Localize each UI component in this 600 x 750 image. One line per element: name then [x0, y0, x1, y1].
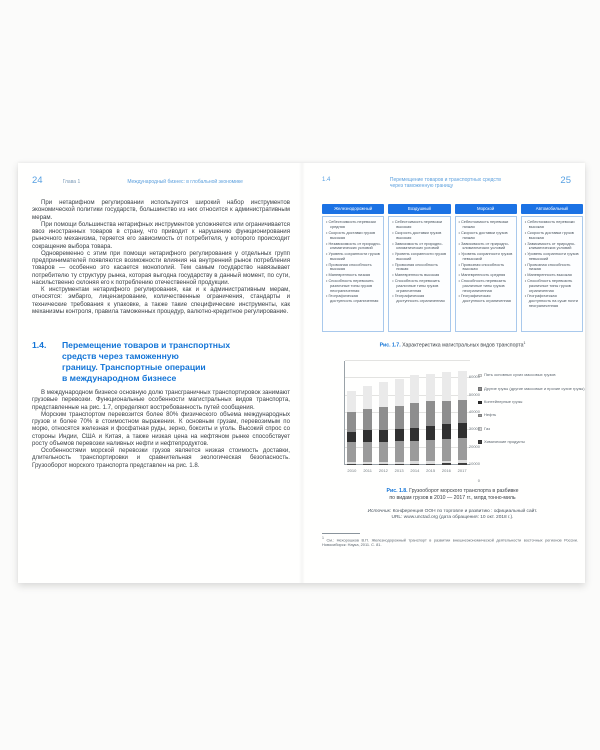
transport-table-item: • Географическая доступность на суше почти неограниченная: [525, 294, 580, 308]
chart-bar-slot: [407, 375, 423, 465]
legend-item: [478, 373, 585, 378]
bar-segment-пять: [379, 382, 388, 407]
chart-bar-slot: [454, 371, 470, 465]
source-note: Источник: Конференция ООН по торговле и развитию : официальный сайт. URL: www.unctad.org (дата обращения: 10 окт. 2018 г.).: [367, 509, 538, 521]
bar-segment-нефть: [379, 442, 388, 462]
chart-y-tick-label: 60000: [468, 374, 480, 380]
left-body-text: [32, 199, 290, 469]
legend-label: Контейнерные грузы: [484, 399, 523, 405]
transport-table-column: [388, 204, 450, 333]
book-spread: [18, 163, 585, 583]
chart-x-tick-label: 2016: [441, 468, 451, 474]
bar-segment-химические: [426, 464, 435, 466]
page-number-left: 24: [32, 175, 43, 186]
chart-legend: [478, 373, 585, 453]
transport-table-item: • Скорость доставки грузов низкая: [459, 231, 514, 240]
paragraph: При нетарифном регулировании используется широкий набор инструментов экономической политики государств, большинство из них относится к административным мерам.: [32, 199, 290, 221]
transport-table-item: • Географическая доступность ограниченная: [459, 294, 514, 303]
legend-swatch: [478, 387, 482, 391]
stacked-bar: [363, 386, 372, 466]
section-heading-1-4: [32, 340, 290, 384]
legend-item: [478, 440, 585, 445]
section-title-line: Перемещение товаров и транспортных: [62, 340, 231, 350]
bar-segment-контейнерные: [410, 428, 419, 441]
paragraph: При помощи большинства нетарифных инструментов усложняется или ограничивается ввоз иностранных товаров в страну, что приводит к нарушению функционирования рыночного механизма, теряется его зависимость от потребителя, у которого происходит сокращение выбора товара.: [32, 220, 290, 250]
chart-y-tick-label: 40000: [468, 409, 480, 415]
transport-table-item: • Скорость доставки грузов высокая: [525, 231, 580, 240]
transport-table-item: • Провозная способность высокая: [326, 263, 381, 272]
bar-segment-контейнерные: [442, 424, 451, 439]
stacked-bar: [395, 379, 404, 466]
section-number: 1.4.: [32, 340, 47, 350]
section-title: [62, 340, 230, 384]
legend-item: [478, 427, 585, 432]
fig-1-7-caption: Рис. 1.7. Характеристика магистральных видов транспорта$^1$: [379, 341, 526, 350]
chart-bar-slot: [423, 374, 439, 466]
chart-y-tick-label: 50000: [468, 391, 480, 397]
page-left: [18, 163, 300, 583]
stacked-bar: [442, 372, 451, 466]
transport-table-item: • Зависимость от природно-климатических условий: [392, 242, 447, 251]
legend-item: [478, 400, 585, 405]
bar-segment-нефть: [395, 441, 404, 461]
legend-label: Химические продукты: [484, 438, 525, 444]
chart-y-tick-label: 10000: [468, 461, 480, 467]
legend-label: Пять основных сухих массовых грузов: [484, 372, 556, 378]
bar-segment-пять: [363, 386, 372, 409]
transport-table-item: • Себестоимость перевозки высокая: [525, 220, 580, 229]
footnote: 1 См.: Нехорошков В.П. Железнодорожный транспорт в развитии внешнеэкономической деятельности восточных регионов России. Новосибирск: Наука, 2011. С. 81.: [322, 533, 578, 549]
bar-segment-контейнерные: [379, 430, 388, 442]
stacked-bar: [426, 374, 435, 466]
bar-segment-другие: [347, 412, 356, 432]
chart-y-tick-label: 20000: [468, 443, 480, 449]
chart-gridline: [345, 360, 470, 361]
transport-table-body: [521, 216, 583, 332]
page-right: [300, 163, 585, 583]
bar-segment-нефть: [410, 441, 419, 462]
fig-1-8-chart: [322, 361, 585, 484]
transport-table-item: • Маневренность высокая: [392, 273, 447, 278]
transport-table-header: Автомобильный: [521, 204, 583, 215]
bar-segment-пять: [410, 375, 419, 403]
running-head-text-left: Международный бизнес: в глобальной экономике: [127, 179, 243, 185]
paragraph: Одновременно с этим при помощи нетарифного регулирования у отдельных групп предпринимателей появляются возможности влияния на внутренний рынок потребления товаров — особенно это касается монополий. Тем самым государство навязывает потребителю ту структуру рынка, которая выгодна государству в данный момент, по сути, насильственно склоняя его к потреблению отечественной продукции.: [32, 249, 290, 286]
bar-segment-химические: [395, 464, 404, 466]
legend-swatch: [478, 414, 482, 418]
chart-x-axis-labels: [344, 468, 470, 473]
bar-segment-контейнерные: [363, 430, 372, 441]
bar-segment-нефть: [426, 440, 435, 461]
transport-table-item: • Уровень сохранности грузов невысокий: [525, 252, 580, 261]
bar-segment-химические: [442, 463, 451, 465]
paragraph: В международном бизнесе основную долю трансграничных транспортировок занимают грузовые перевозки. Функциональные особенности магистральных видов транспорта, представленные на рис. 1.7, определяют востребованность путей сообщения.: [32, 389, 290, 411]
transport-table-item: • Скорость доставки грузов высокая: [326, 231, 381, 240]
transport-table: [322, 204, 583, 333]
legend-label: Другие грузы (другие массовые и прочие сухие грузы): [484, 385, 585, 391]
page-number-right: 25: [560, 175, 571, 186]
transport-table-header: Железнодорожный: [322, 204, 384, 215]
left-running-head: [32, 176, 290, 186]
paragraph: Морским транспортом перевозится более 80% физического объема международных грузов и более 70% в стоимостном выражении. К основным грузам, перевозимым по морю, относятся железная и фосфатная руды, зерно, бокситы и уголь. Высокий спрос со стороны Индии, США и Китая, а также низкая цена на нефтяном рынке способствует росту объемов перевозки наливных нефти и нефтепродуктов.: [32, 410, 290, 447]
stacked-bar: [458, 371, 467, 465]
chart-y-tick-label: 30000: [468, 426, 480, 432]
bar-segment-пять: [442, 372, 451, 401]
stacked-bar: [410, 375, 419, 465]
transport-table-item: • Географическая доступность ограниченная: [326, 294, 381, 303]
chart-x-tick-label: 2013: [394, 468, 404, 474]
transport-table-item: • Себестоимость перевозки высокая: [392, 220, 447, 229]
transport-table-item: • Маневренность средняя: [459, 273, 514, 278]
legend-label: Нефть: [484, 412, 497, 418]
transport-table-item: • Себестоимость перевозки низкая: [459, 220, 514, 229]
footnote-rule: [322, 533, 360, 534]
bar-segment-контейнерные: [395, 429, 404, 441]
paragraph: Особенностями морской перевозки грузов является низкая стоимость доставки, длительность транспортировки и сравнительная экологическая безопасность. Грузооборот морского транспорта представлен на рис. 1.8.: [32, 447, 290, 469]
legend-label: Газ: [484, 425, 490, 431]
bar-segment-пять: [347, 391, 356, 412]
stacked-bar: [347, 391, 356, 465]
bar-segment-другие: [395, 406, 404, 429]
chart-bars: [344, 361, 470, 465]
transport-table-item: • Уровень сохранности грузов высокий: [326, 252, 381, 261]
bar-segment-другие: [363, 409, 372, 430]
transport-table-body: [322, 216, 384, 332]
section-title-line: средств через таможенную: [62, 351, 179, 361]
transport-table-item: • Себестоимость перевозки средняя: [326, 220, 381, 229]
bar-segment-нефть: [442, 439, 451, 461]
chart-bar-slot: [439, 372, 455, 466]
transport-table-header: Морской: [455, 204, 517, 215]
chart-y-tick-label: 0: [477, 478, 480, 484]
transport-table-column: [521, 204, 583, 333]
bar-segment-химические: [410, 464, 419, 466]
paragraph: К инструментам нетарифного регулирования, как и к административным мерам, относятся: эмбарго, лицензирование, количественные ограничения, стандарты и технические требования к упаковке, а также такие специфические инструменты, как механизмы контроля, правила таможенных процедур, валютно-кредитное регулирование.: [32, 286, 290, 315]
chart-bar-slot: [360, 386, 376, 466]
transport-table-item: • Независимость от природно-климатических условий: [326, 242, 381, 251]
transport-table-item: • Способность перевозить различные типы грузов неограниченная: [326, 279, 381, 293]
transport-table-header: Воздушный: [388, 204, 450, 215]
chart-x-tick-label: 2011: [363, 468, 372, 474]
bar-segment-химические: [363, 464, 372, 466]
bar-segment-другие: [442, 401, 451, 425]
chart-x-tick-label: 2014: [410, 468, 420, 474]
section-title-line: границу. Транспортные операции: [62, 362, 206, 372]
transport-table-item: • Маневренность низкая: [326, 273, 381, 278]
bar-segment-нефть: [363, 442, 372, 462]
transport-table-item: • Способность перевозить различные типы грузов неограниченная: [459, 279, 514, 293]
bar-segment-контейнерные: [347, 432, 356, 443]
legend-item: [478, 413, 585, 418]
bar-segment-контейнерные: [426, 426, 435, 440]
bar-segment-пять: [426, 374, 435, 402]
chart-bar-slot: [376, 382, 392, 465]
transport-table-item: • Способность перевозить различные типы грузов ограниченная: [392, 279, 447, 293]
transport-table-item: • Провозная способность высокая: [459, 263, 514, 272]
transport-table-item: • Географическая доступность ограниченная: [392, 294, 447, 303]
transport-table-column: [322, 204, 384, 333]
running-head-section-number: 1.4: [322, 177, 331, 183]
bar-segment-другие: [426, 401, 435, 426]
chart-x-tick-label: 2012: [378, 468, 388, 474]
running-head-text-right: Перемещение товаров и транспортных средств через таможенную границу: [389, 177, 501, 190]
transport-table-item: • Зависимость от природно-климатических условий: [525, 242, 580, 251]
transport-table-body: [455, 216, 517, 332]
chart-x-tick-label: 2015: [426, 468, 436, 474]
transport-table-item: • Способность перевозить различные типы грузов ограниченная: [525, 279, 580, 293]
transport-table-column: [455, 204, 517, 333]
section-title-line: в международном бизнесе: [62, 373, 177, 383]
bar-segment-нефть: [347, 442, 356, 462]
transport-table-item: • Уровень сохранности грузов высокий: [392, 252, 447, 261]
stacked-bar: [379, 382, 388, 465]
legend-swatch: [478, 401, 482, 405]
transport-table-body: [388, 216, 450, 332]
transport-table-item: • Зависимость от природно-климатических условий: [459, 242, 514, 251]
bar-segment-химические: [379, 464, 388, 466]
chart-bar-slot: [391, 379, 407, 466]
chart-x-tick-label: 2010: [347, 468, 357, 474]
chapter-label: Глава 1: [62, 179, 81, 185]
bar-segment-нефть: [458, 438, 467, 460]
bar-segment-химические: [347, 464, 356, 466]
fig-1-8-caption: Рис. 1.8. Грузооборот морского транспорта в разбивке по видам грузов в 2010 — 2017 гг., млрд тонно-миль: [386, 488, 519, 501]
chart-bar-slot: [344, 391, 360, 465]
right-running-head: [322, 176, 585, 190]
transport-table-item: • Провозная способность низкая: [392, 263, 447, 272]
bar-segment-пять: [395, 379, 404, 406]
chart-x-tick-label: 2017: [457, 468, 467, 474]
footnote-marker: 1: [523, 341, 526, 346]
bar-segment-другие: [410, 403, 419, 427]
legend-item: [478, 387, 585, 392]
transport-table-item: • Провозная способность низкая: [525, 263, 580, 272]
transport-table-item: • Уровень сохранности грузов невысокий: [459, 252, 514, 261]
transport-table-item: • Маневренность высокая: [525, 273, 580, 278]
transport-table-item: • Скорость доставки грузов высокая: [392, 231, 447, 240]
bar-segment-другие: [379, 407, 388, 429]
